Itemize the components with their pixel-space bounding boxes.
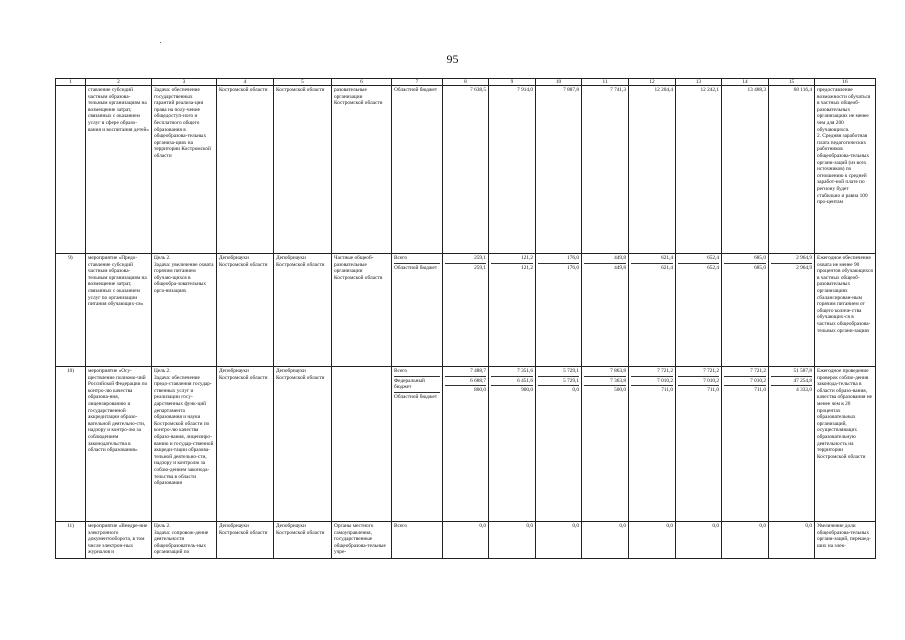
amount-value: 7 863,8 [584,368,626,377]
amount-value: 0,0 [479,523,486,529]
cell-amount-c12 [629,254,676,367]
column-number-header: 9 [489,79,536,86]
table-row [56,254,876,367]
amount-value: 47 254,8 [771,378,812,387]
amount-value: 800,0 [474,387,486,394]
table-header-row [56,79,876,86]
cell-amount-c15 [769,367,815,522]
cell-amount-c13 [676,367,722,522]
cell-c6 [332,367,392,522]
amount-value: 652,4 [678,255,719,264]
cell-funding-source [392,522,443,559]
amount-value: 7 721,2 [678,368,719,377]
funding-source-label: Областной бюджет [394,393,438,400]
amount-value: 13 488,3 [747,87,766,93]
cell-c1: 9) [56,254,86,367]
amount-value: 7 010,2 [724,378,766,387]
funding-source-label: Всего [394,368,440,377]
amount-value: 621,4 [661,264,673,271]
cell-c2: ставление субсидий частным образова-тельным организациям на возмещение затрат, связанных с оказанием услуг в сфере образо-вания и воспитания детей» [86,86,152,254]
cell-amount-c10 [536,86,582,254]
amount-value: 621,4 [631,255,673,264]
cell-amount-c13 [676,254,722,367]
cell-amount-c15 [769,86,815,254]
cell-c1: 10) [56,367,86,522]
amount-value: 4 333,0 [796,387,812,394]
table-row [56,522,876,559]
amount-value: 0,0 [666,523,673,529]
program-table [55,78,876,559]
cell-c5: Депобрнауки Костромской области [274,254,332,367]
cell-amount-c11 [582,522,629,559]
amount-value: 176,0 [567,264,579,271]
column-number-header: 16 [815,79,876,86]
amount-value: 711,0 [707,387,719,394]
amount-value: 0,0 [572,523,579,529]
amount-value: 7 721,2 [631,368,673,377]
cell-funding-source [392,367,443,522]
cell-c5: Депобрнауки Костромской области [274,367,332,522]
cell-amount-c10 [536,522,582,559]
funding-source-label: Федеральный бюджет [394,378,440,393]
amount-value: 7 010,2 [678,378,719,387]
cell-expected-result: Ежегодное обеспечение охвата не менее 90 процентов обучающихся в частных общеоб-разовательных организациях сбалансирован-ным горячим питанием от общего количе-ства обучающих-ся в частных общеобразова-тельных органи-зациях [815,254,876,367]
cell-c2: мероприятие «Внедре-ние электронного документооборота, в том числе электрон-ных журналов и [86,522,152,559]
amount-value: 259,1 [445,255,486,264]
cell-amount-c9 [489,367,536,522]
funding-source-label: Всего [394,523,407,529]
amount-value: 121,2 [491,255,533,264]
cell-c4: Депобрнауки Костромской области [217,367,274,522]
amount-value: 0,0 [759,523,766,529]
cell-amount-c8 [443,86,489,254]
cell-amount-c8 [443,367,489,522]
funding-source-label: Областной бюджет [394,264,438,271]
cell-amount-c15 [769,522,815,559]
amount-value: 0,0 [619,523,626,529]
amount-value: 51 587,8 [771,368,812,377]
cell-amount-c9 [489,86,536,254]
amount-value: 711,0 [661,387,673,394]
amount-value: 7 638,5 [470,87,486,93]
cell-amount-c12 [629,86,676,254]
cell-c4: Депобрнауки Костромской области [217,254,274,367]
amount-value: 2 964,9 [771,255,812,264]
amount-value: 900,0 [521,387,533,394]
amount-value: 500,0 [614,387,626,394]
amount-value: 7 741,3 [610,87,626,93]
amount-value: 449,8 [584,255,626,264]
cell-amount-c11 [582,367,629,522]
amount-value: 5 729,1 [538,368,579,377]
cell-amount-c10 [536,367,582,522]
cell-c3: Цель 2. Задача: увеличение охвата горячим питанием обучаю-щихся в общеобра-зовательных орга-низациях [152,254,217,367]
amount-value: 259,1 [474,264,486,271]
amount-value: 7 914,0 [517,87,533,93]
cell-amount-c11 [582,86,629,254]
funding-source-label: Областной бюджет [394,87,438,93]
cell-amount-c13 [676,522,722,559]
cell-c3: Задача: обеспечение государственных гарантий реализа-ции права на полу-чение общедоступ-ного и бесплатного общего образования в общеобразова-тельных организа-циях на территории Костромской области [152,86,217,254]
column-number-header: 6 [332,79,392,86]
column-number-header: 2 [86,79,152,86]
amount-value: 6 688,7 [445,378,486,387]
cell-expected-result: Ежегодное проведение проверок соблю-дения законода-тельства в области образо-вания, качества образования не менее чем в 20 процентах образовательных организаций, осуществляющих образовательную деятельность на территории Костромской области [815,367,876,522]
amount-value: 7 010,2 [631,378,673,387]
cell-amount-c14 [722,522,769,559]
cell-c5: Депобрнауки Костромской области [274,522,332,559]
amount-value: 0,0 [712,523,719,529]
cell-c6: Частные общеоб-разовательные организации Костромской области [332,254,392,367]
amount-value: 12 242,1 [700,87,719,93]
cell-c2: мероприятие «Предо-ставление субсидий частным образова-тельным организациям на возмещение затрат, связанных с оказанием услуг по организации питания обучающих-ся» [86,254,152,367]
cell-amount-c12 [629,367,676,522]
amount-value: 6 451,6 [491,378,533,387]
cell-amount-c15 [769,254,815,367]
cell-c5: Костромской области [274,86,332,254]
cell-amount-c14 [722,367,769,522]
amount-value: 7 887,8 [563,87,579,93]
column-number-header: 15 [769,79,815,86]
cell-amount-c8 [443,254,489,367]
cell-c4: Костромской области [217,86,274,254]
amount-value: 68 116,4 [793,87,812,93]
cell-amount-c14 [722,86,769,254]
column-number-header: 14 [722,79,769,86]
cell-expected-result: Увеличение доли общеобразова-тельных органи-заций, перешед-ших на элек- [815,522,876,559]
cell-amount-c12 [629,522,676,559]
column-number-header: 1 [56,79,86,86]
cell-c1: 11) [56,522,86,559]
amount-value: 0,0 [526,523,533,529]
cell-funding-source [392,86,443,254]
amount-value: 685,0 [724,255,766,264]
cell-amount-c10 [536,254,582,367]
amount-value: 0,0 [572,387,579,394]
amount-value: 711,0 [754,387,766,394]
amount-value: 5 729,1 [538,378,579,387]
amount-value: 449,8 [614,264,626,271]
amount-value: 176,0 [538,255,579,264]
amount-value: 652,4 [707,264,719,271]
cell-c6: разовательные организации Костромской области [332,86,392,254]
amount-value: 7 351,6 [491,368,533,377]
amount-value: 7 721,2 [724,368,766,377]
cell-amount-c13 [676,86,722,254]
cell-c1 [56,86,86,254]
cell-amount-c14 [722,254,769,367]
page-number: 95 [446,52,459,66]
column-number-header: 3 [152,79,217,86]
cell-c4: Депобрнауки Костромской области [217,522,274,559]
amount-value: 7 363,8 [584,378,626,387]
column-number-header: 12 [629,79,676,86]
cell-amount-c9 [489,254,536,367]
funding-source-label: Всего [394,255,440,264]
cell-c2: мероприятие «Осу-ществление полномо-чий Российской Федерации по контро-лю качества образова-ния, лицензированию и государственной аккредитации образо-вательной деятельно-сти, надзору и контро-лю за соблюдением законодательства в области образования» [86,367,152,522]
cell-c3: Цель 2. Задача: сопровож-дение деятельности общеобразователь-ных организаций по [152,522,217,559]
amount-value: 685,0 [754,264,766,271]
column-number-header: 10 [536,79,582,86]
table-row [56,86,876,254]
cell-c3: Цель 2. Задача: обеспечение предо-ставления государ-ственных услуг и реализации госу-дарственных функ-ций департамента образования и науки Костромской области по контро-лю качества образо-вания, лицензиро-ванию и государ-ственной аккреди-тации образова-тельной деятельно-сти, надзору и контролю за соблю-дением законода-тельства в области образования [152,367,217,522]
amount-value: 12 204,4 [654,87,673,93]
cell-amount-c11 [582,254,629,367]
scan-speck [160,42,161,43]
cell-funding-source [392,254,443,367]
amount-value: 2 964,9 [796,264,812,271]
amount-value: 7 488,7 [445,368,486,377]
cell-amount-c8 [443,522,489,559]
column-number-header: 5 [274,79,332,86]
cell-c6: Органы местного самоуправления, государственные общеобразова-тельные учре- [332,522,392,559]
table-row [56,367,876,522]
column-number-header: 4 [217,79,274,86]
cell-amount-c9 [489,522,536,559]
cell-expected-result: предоставление возможности обучаться в частных общеоб-разовательных организациях не менее чем для 200 обучающихся. 2. Средняя заработная плата педагогических работников общеобразова-тельных органи-заций (из всех источников) по отношению к средней заработ-ной плате по региону будет стабильно и равна 100 про-центам [815,86,876,254]
column-number-header: 11 [582,79,629,86]
column-number-header: 13 [676,79,722,86]
amount-value: 121,2 [521,264,533,271]
column-number-header: 7 [392,79,443,86]
amount-value: 0,0 [805,523,812,529]
column-number-header: 8 [443,79,489,86]
